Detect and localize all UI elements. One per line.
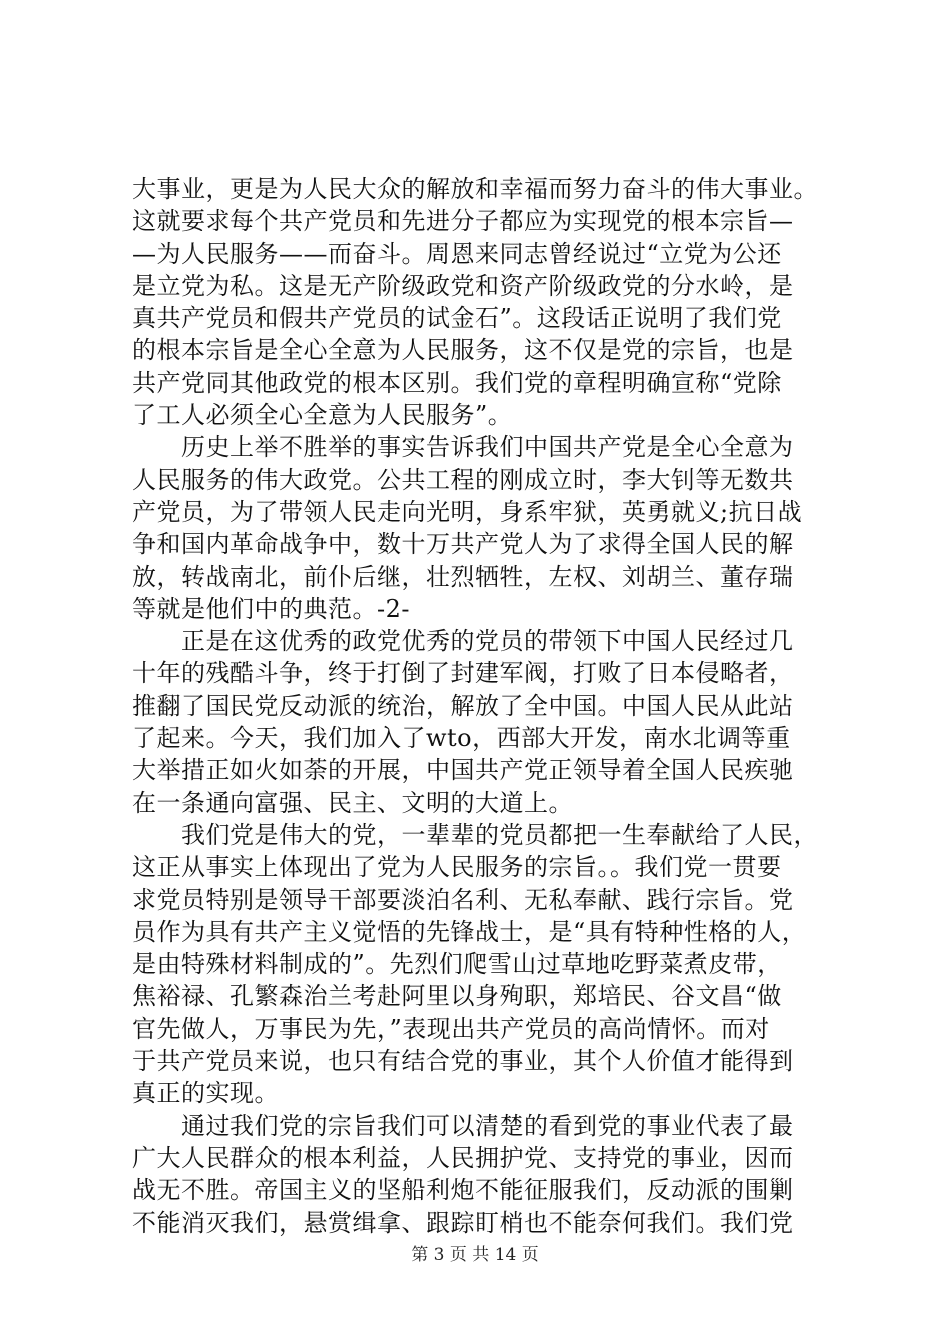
text-line: 的根本宗旨是全心全意为人民服务，这不仅是党的宗旨，也是	[132, 336, 794, 365]
text-line: 产党员，为了带领人民走向光明，身系牢狱，英勇就义;抗日战	[132, 497, 803, 526]
text-line: 十年的残酷斗争，终于打倒了封建军阀，打败了日本侵略者，	[132, 659, 794, 688]
text-line: 了起来。今天，我们加入了wto，西部大开发，南水北调等重	[132, 724, 791, 753]
text-line: 是立党为私。这是无产阶级政党和资产阶级政党的分水岭，是	[132, 271, 794, 300]
text-line: 了工人必须全心全意为人民服务”。	[132, 401, 513, 430]
text-line: 真正的实现。	[132, 1079, 279, 1108]
text-line: 广大人民群众的根本利益，人民拥护党、支持党的事业，因而	[132, 1143, 794, 1172]
text-line: 官先做人，万事民为先，”表现出共产党员的高尚情怀。而对	[132, 1014, 770, 1043]
page-number: 第 3 页 共 14 页	[411, 1245, 539, 1265]
text-line: 历史上举不胜举的事实告诉我们中国共产党是全心全意为	[132, 433, 794, 462]
page-footer	[0, 1240, 950, 1265]
text-line: 通过我们党的宗旨我们可以清楚的看到党的事业代表了最	[132, 1111, 794, 1140]
text-line: 争和国内革命战争中，数十万共产党人为了求得全国人民的解	[132, 530, 794, 559]
text-line: 战无不胜。帝国主义的坚船利炮不能征服我们，反动派的围剿	[132, 1176, 794, 1205]
text-line: 是由特殊材料制成的”。先烈们爬雪山过草地吃野菜煮皮带，	[132, 950, 782, 979]
text-line: 正是在这优秀的政党优秀的党员的带领下中国人民经过几	[132, 627, 794, 656]
text-line: 这正从事实上体现出了党为人民服务的宗旨。。我们党一贯要	[132, 853, 782, 882]
text-line: 大事业，更是为人民大众的解放和幸福而努力奋斗的伟大事业。	[132, 175, 818, 203]
text-line: 求党员特别是领导干部要淡泊名利、无私奉献、践行宗旨。党	[132, 885, 794, 914]
text-line: 焦裕禄、孔繁森治兰考赴阿里以身殉职，郑培民、谷文昌“做	[132, 982, 782, 1011]
text-line: 这就要求每个共产党员和先进分子都应为实现党的根本宗旨—	[132, 207, 794, 236]
text-line: 推翻了国民党反动派的统治，解放了全中国。中国人民从此站	[132, 691, 794, 720]
text-line: 于共产党员来说，也只有结合党的事业，其个人价值才能得到	[132, 1047, 794, 1076]
text-line: 我们党是伟大的党，一辈辈的党员都把一生奉献给了人民，	[132, 820, 818, 849]
text-line: 等就是他们中的典范。-2-	[132, 594, 410, 623]
document-body	[132, 173, 832, 1239]
text-line: 人民服务的伟大政党。公共工程的刚成立时，李大钊等无数共	[132, 465, 794, 494]
text-line: 共产党同其他政党的根本区别。我们党的章程明确宣称“党除	[132, 368, 782, 397]
text-line: 真共产党员和假共产党员的试金石”。这段话正说明了我们党	[132, 304, 782, 333]
text-line: 放，转战南北，前仆后继，壮烈牺牲，左权、刘胡兰、董存瑞	[132, 562, 794, 591]
text-line: 不能消灭我们，悬赏缉拿、跟踪盯梢也不能奈何我们。我们党	[132, 1208, 794, 1237]
text-line: 员作为具有共产主义觉悟的先锋战士，是“具有特种性格的人，	[132, 917, 807, 946]
text-line: 大举措正如火如荼的开展，中国共产党正领导着全国人民疾驰	[132, 756, 794, 785]
text-line: 在一条通向富强、民主、文明的大道上。	[132, 788, 573, 817]
text-line: —为人民服务——而奋斗。周恩来同志曾经说过“立党为公还	[132, 239, 782, 268]
